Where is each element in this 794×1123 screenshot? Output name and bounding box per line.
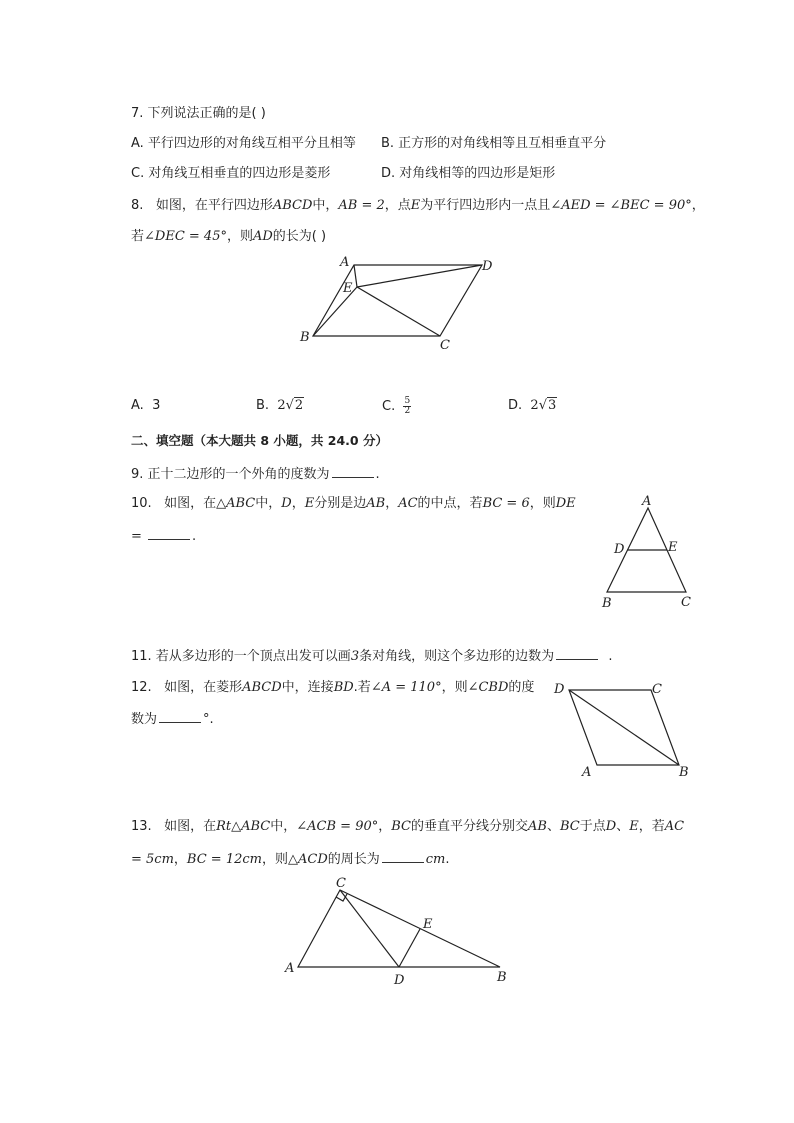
q10-label-a: A — [642, 494, 652, 509]
q10-label-e: E — [668, 540, 678, 555]
q10-label-b: B — [602, 596, 612, 611]
q13-segment-de — [399, 929, 420, 967]
q13-label-b: B — [497, 970, 507, 985]
q10-stem-line2: = . — [131, 529, 197, 544]
q12-stem-line1: 12. 如图，在菱形ABCD中，连接BD.若∠A = 110°，则∠CBD的度 — [131, 680, 535, 695]
q10-stem-line1: 10. 如图，在△ABC中，D，E分别是边AB，AC的中点，若BC = 6，则DE — [131, 496, 576, 511]
q8-option-a: A. 3 — [131, 398, 161, 413]
q7-stem: 7. 下列说法正确的是( ) — [131, 106, 266, 121]
q12-label-d: D — [554, 682, 565, 697]
q8-stem-line2: 若∠DEC = 45°，则AD的长为( ) — [131, 229, 327, 244]
q12-stem-line2: 数为 °. — [131, 712, 214, 727]
q7-option-d: D. 对角线相等的四边形是矩形 — [381, 166, 556, 181]
q8-label-b: B — [300, 330, 310, 345]
q13-label-c: C — [336, 876, 346, 891]
q8-label-a: A — [340, 255, 350, 270]
q8-option-c-fraction: $\frac{5}{2}$ — [404, 396, 411, 416]
q12-label-a: A — [582, 765, 592, 780]
q13-label-d: D — [394, 973, 405, 988]
q13-segment-cd — [340, 890, 399, 967]
q8-option-c: C. $\frac{5}{2}$ — [382, 396, 411, 416]
q8-label-d: D — [482, 259, 493, 274]
q7-option-a: A. 平行四边形的对角线互相平分且相等 — [131, 136, 356, 151]
q10-label-c: C — [681, 595, 691, 610]
q8-option-d: D. 2√3 — [508, 398, 557, 413]
q10-label-d: D — [614, 542, 625, 557]
section-heading: 二、填空题（本大题共 8 小题，共 24.0 分） — [131, 433, 388, 448]
q8-label-c: C — [440, 338, 450, 353]
q8-stem-line1: 8. 如图，在平行四边形ABCD中，AB = 2，点E为平行四边形内一点且∠AED = ∠BEC = 90°， — [131, 198, 705, 213]
q8-option-b: B. 2√2 — [256, 398, 304, 413]
q7-option-b: B. 正方形的对角线相等且互相垂直平分 — [381, 136, 607, 151]
q9-stem: 9. 正十二边形的一个外角的度数为 . — [131, 467, 380, 482]
q13-stem-line2: = 5cm，BC = 12cm，则△ACD的周长为 cm. — [131, 852, 450, 867]
q7-option-c: C. 对角线互相垂直的四边形是菱形 — [131, 166, 331, 181]
q12-label-b: B — [679, 765, 689, 780]
q8-label-e: E — [343, 281, 353, 296]
q13-stem-line1: 13. 如图，在Rt△ABC中，∠ACB = 90°，BC的垂直平分线分别交AB、BC于点D、E，若AC — [131, 819, 685, 834]
q13-label-a: A — [285, 961, 295, 976]
q11-stem: 11. 若从多边形的一个顶点出发可以画3条对角线，则这个多边形的边数为 . — [131, 649, 613, 664]
q12-label-c: C — [652, 682, 662, 697]
q13-label-e: E — [423, 917, 433, 932]
q13-triangle — [298, 890, 500, 967]
